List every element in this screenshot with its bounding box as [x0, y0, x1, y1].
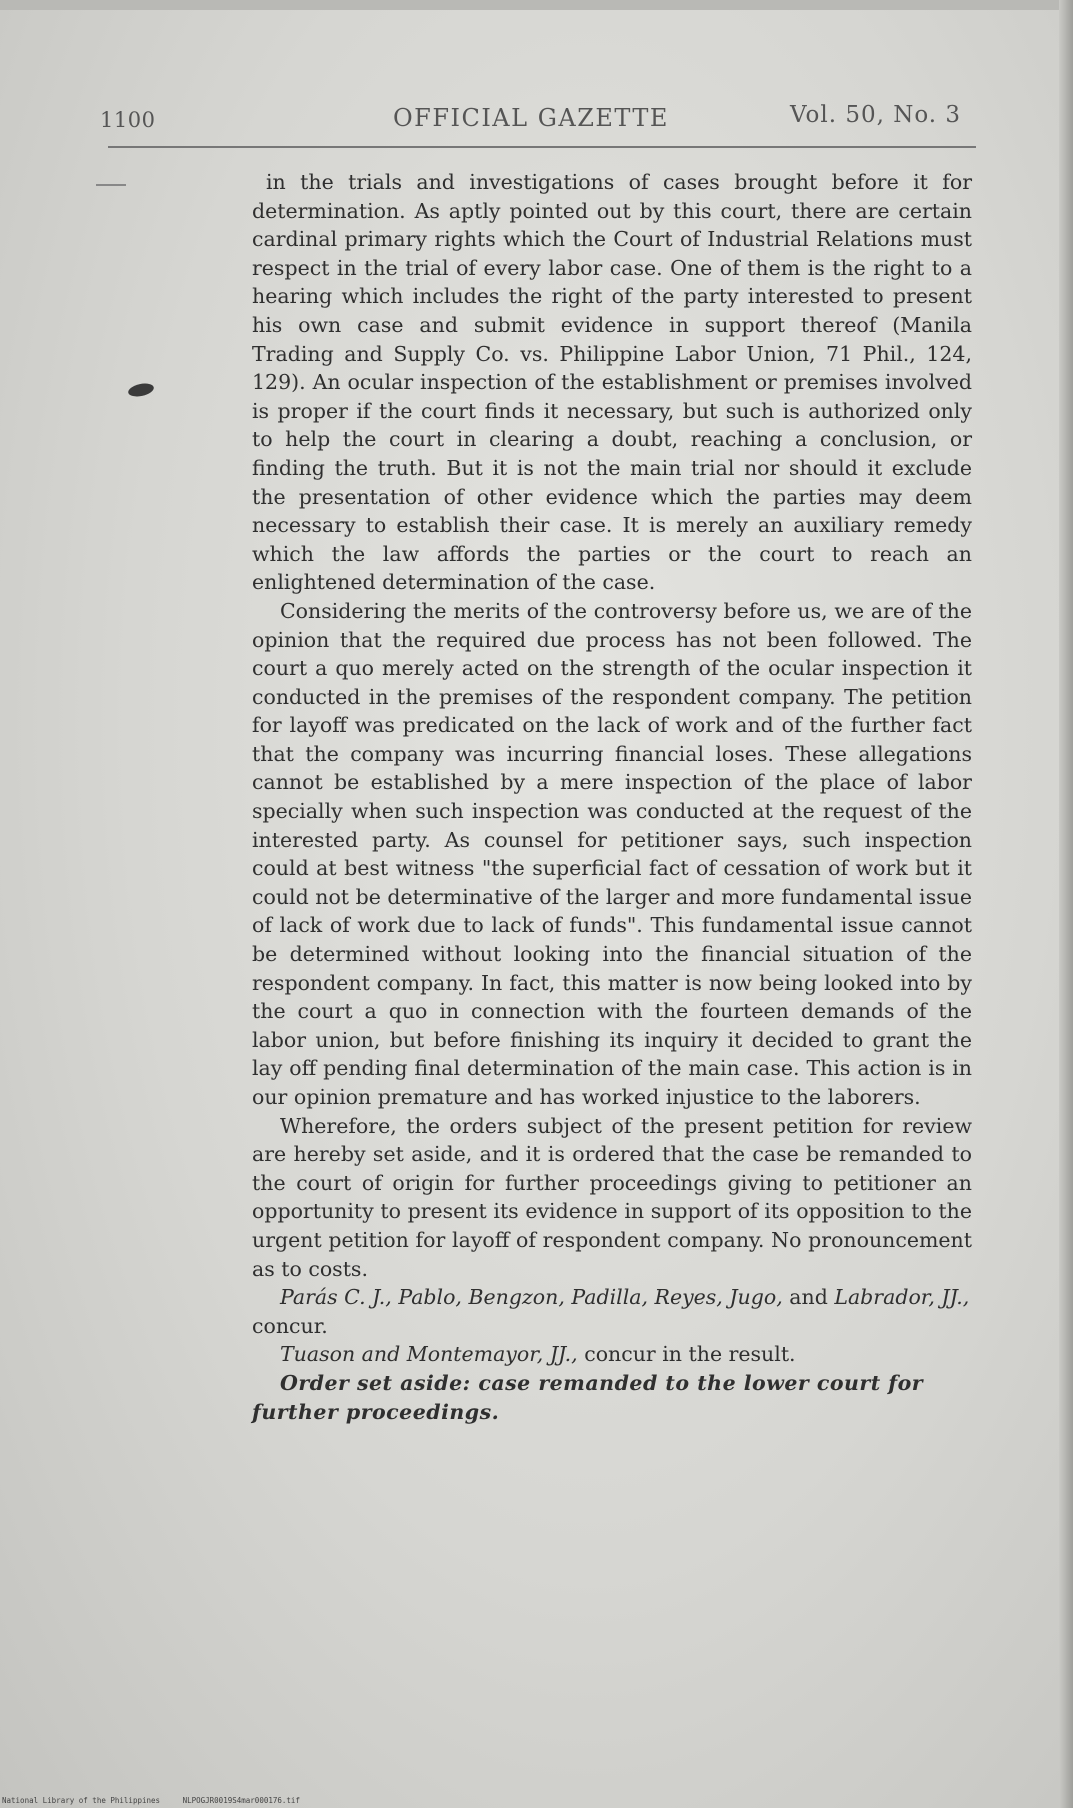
file-id: NLPOGJR0019S4mar000176.tif	[182, 1796, 300, 1805]
concur-result-text: concur in the result.	[577, 1342, 796, 1367]
publication-title: OFFICIAL GAZETTE	[393, 104, 669, 132]
concurrence-result-line	[252, 1340, 972, 1369]
paragraph-considering: Considering the merits of the controversy before us, we are of the opinion that the required due process has not been followed. The court a quo merely acted on the strength of the ocular inspection it conducted in the premises of the respondent company. The petition for layoff was predicated on the lack of work and of the further fact that the company was incurring financial loses. These allegations cannot be established by a mere inspection of the place of labor specially when such inspection was conducted at the request of the interested party. As counsel for petitioner says, such inspection could at best witness "the superficial fact of cessation of work but it could not be determinative of the larger and more fundamental issue of lack of work due to lack of funds". This fundamental issue cannot be determined without looking into the financial situation of the respondent company. In fact, this matter is now being looked into by the court a quo in connection with the fourteen demands of the labor union, but before finishing its inquiry it decided to grant the lay off pending final determination of the main case. This action is in our opinion premature and has worked injustice to the laborers.	[252, 598, 972, 1109]
concurring-justices: Parás C. J., Pablo, Bengzon, Padilla, Reyes, Jugo,	[280, 1285, 783, 1310]
header-rule	[108, 146, 976, 148]
concur-and: and	[782, 1285, 835, 1310]
concur-text: concur.	[252, 1313, 328, 1338]
paragraph-continued: in the trials and investigations of cases brought before it for determination. As aptly pointed out by this court, there are certain cardinal primary rights which the Court of Industrial Relations must respect in the trial of every labor case. One of them is the right to a hearing which includes the right of the party interested to present his own case and submit evidence in support thereof (Manila Trading and Supply Co. vs. Philippine Labor Union, 71 Phil., 124, 129). An ocular inspection of the establishment or premises involved is proper if the court finds it necessary, but such is authorized only to help the court in clearing a doubt, reaching a conclusion, or finding the truth. But it is not the main trial nor should it exclude the presentation of other evidence which the parties may deem necessary to establish their case. It is merely an auxiliary remedy which the law affords the parties or the court to reach an enlightened determination of the case.	[252, 170, 972, 595]
concurrence-line	[252, 1283, 972, 1340]
scan-footer	[2, 1796, 318, 1805]
paragraph-wherefore: Wherefore, the orders subject of the present petition for review are hereby set aside, and it is ordered that the case be remanded to the court of origin for further proceedings giving to petitioner an opportunity to present its evidence in support of its opposition to the urgent petition for layoff of respondent company. No pronouncement as to costs.	[252, 1113, 972, 1281]
page-number: 1100	[100, 108, 156, 132]
volume-number: Vol. 50, No. 3	[790, 102, 962, 128]
scan-right-edge	[1059, 0, 1073, 1808]
disposition: Order set aside: case remanded to the lower court for further proceedings.	[252, 1370, 924, 1424]
ink-smudge	[127, 381, 155, 398]
library-credit: National Library of the Philippines	[2, 1796, 161, 1805]
concurring-justices-2: Labrador, JJ.,	[834, 1285, 970, 1310]
opinion-text	[252, 168, 972, 1426]
page-header	[100, 100, 980, 140]
margin-mark	[96, 184, 126, 186]
concurring-result-justices: Tuason and Montemayor, JJ.,	[280, 1342, 578, 1367]
scan-top-edge	[0, 0, 1073, 10]
